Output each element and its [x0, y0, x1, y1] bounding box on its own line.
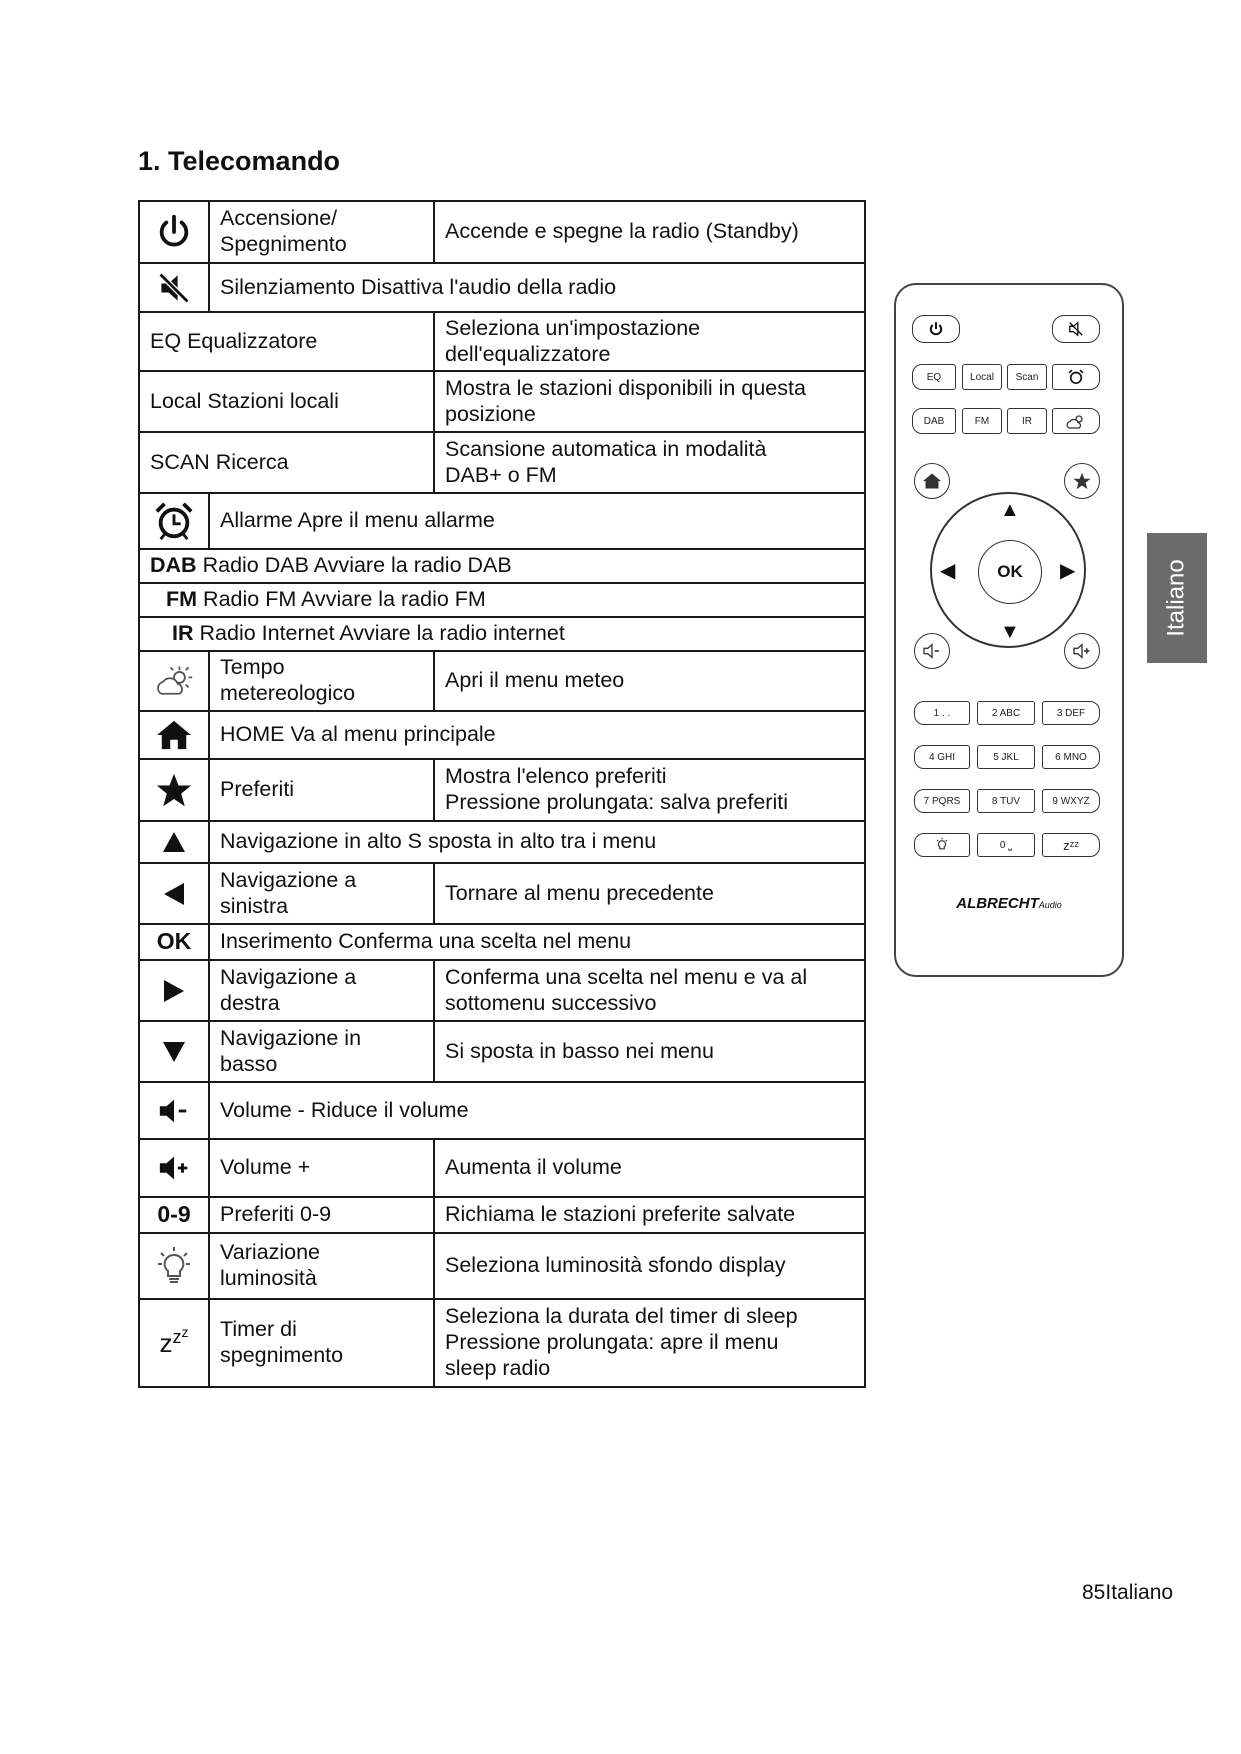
- row-text: Allarme Apre il menu allarme: [209, 493, 865, 549]
- table-row: [139, 263, 865, 312]
- weather-icon: [139, 651, 209, 711]
- brand-sub: Audio: [1038, 900, 1062, 910]
- function-cell: Accensione/ Spegnimento: [209, 201, 434, 263]
- mute-icon: [139, 263, 209, 312]
- brightness-bulb-icon: [139, 1233, 209, 1299]
- remote-key-1: 1 . .: [914, 701, 970, 725]
- remote-mute-button: [1052, 315, 1100, 343]
- function-cell: Tempo metereologico: [209, 651, 434, 711]
- language-side-tab: [1147, 533, 1207, 663]
- table-row: [139, 1139, 865, 1197]
- eq-label: EQ: [150, 328, 182, 353]
- description-cell: Mostra le stazioni disponibili in questa posizione: [434, 371, 865, 432]
- description-cell: Conferma una scelta nel menu e va al sottomenu successivo: [434, 960, 865, 1021]
- row-label: [139, 432, 434, 493]
- description-cell: Si sposta in basso nei menu: [434, 1021, 865, 1082]
- digits-label: 0-9: [139, 1197, 209, 1233]
- table-row: [139, 711, 865, 759]
- table-row: [139, 493, 865, 549]
- remote-key-6: 6 MNO: [1042, 745, 1100, 769]
- row-text: Navigazione in alto S sposta in alto tra i menu: [209, 821, 865, 863]
- function-cell: Volume +: [209, 1139, 434, 1197]
- table-row: [139, 1197, 865, 1233]
- row-text: HOME Va al menu principale: [209, 711, 865, 759]
- description-cell: Seleziona luminosità sfondo display: [434, 1233, 865, 1299]
- table-row: [139, 312, 865, 371]
- ir-label: IR: [172, 621, 194, 646]
- remote-right-arrow-icon: ▶: [1060, 560, 1076, 582]
- row-label: [139, 549, 865, 583]
- remote-power-button: [912, 315, 960, 343]
- sleep-zzz-text: $z^{zz}$: [159, 1323, 189, 1358]
- function-cell: Navigazione a sinistra: [209, 863, 434, 924]
- table-row: [139, 1082, 865, 1139]
- row-text: Inserimento Conferma una scelta nel menu: [209, 924, 865, 960]
- arrow-up-icon: [139, 821, 209, 863]
- arrow-right-icon: [139, 960, 209, 1021]
- volume-down-icon: [139, 1082, 209, 1139]
- table-row: [139, 759, 865, 821]
- function-cell: Preferiti: [209, 759, 434, 821]
- function-label: Equalizzatore: [187, 328, 318, 353]
- power-icon: [139, 201, 209, 263]
- table-row: [139, 651, 865, 711]
- row-text: Radio FM Avviare la radio FM: [203, 587, 486, 612]
- page-footer: 85Italiano: [1082, 1581, 1174, 1604]
- function-cell: Variazione luminosità: [209, 1233, 434, 1299]
- description-cell: Aumenta il volume: [434, 1139, 865, 1197]
- scan-label: SCAN: [150, 449, 210, 474]
- arrow-down-icon: [139, 1021, 209, 1082]
- description-cell: Tornare al menu precedente: [434, 863, 865, 924]
- remote-brightness-button: [914, 833, 970, 857]
- table-row: [139, 201, 865, 263]
- remote-scan-button: Scan: [1007, 364, 1047, 390]
- volume-up-icon: [139, 1139, 209, 1197]
- table-row: [139, 821, 865, 863]
- remote-key-0: 0 ⎵: [977, 833, 1035, 857]
- table-row: [139, 617, 865, 651]
- remote-key-4: 4 GHI: [914, 745, 970, 769]
- remote-weather-button: [1052, 408, 1100, 434]
- remote-home-button: [914, 463, 950, 499]
- table-row: [139, 549, 865, 583]
- remote-functions-table: [138, 200, 866, 1388]
- row-label: [139, 583, 865, 617]
- function-cell: Preferiti 0-9: [209, 1197, 434, 1233]
- row-text: Radio Internet Avviare la radio internet: [199, 621, 565, 646]
- row-label: [139, 617, 865, 651]
- row-text: Silenziamento Disattiva l'audio della radio: [209, 263, 865, 312]
- table-row: [139, 1299, 865, 1387]
- description-cell: Apri il menu meteo: [434, 651, 865, 711]
- remote-navigation-pad: [930, 492, 1086, 648]
- function-cell: Timer di spegnimento: [209, 1299, 434, 1387]
- remote-dab-button: DAB: [912, 408, 956, 434]
- remote-volume-up-button: [1064, 633, 1100, 669]
- ok-label: OK: [139, 924, 209, 960]
- row-text: Radio DAB Avviare la radio DAB: [202, 553, 512, 578]
- remote-key-7: 7 PQRS: [914, 789, 970, 813]
- function-label: Ricerca: [215, 449, 289, 474]
- row-label: [139, 371, 434, 432]
- function-cell: Navigazione a destra: [209, 960, 434, 1021]
- table-row: [139, 1233, 865, 1299]
- remote-key-9: 9 WXYZ: [1042, 789, 1100, 813]
- star-icon: [139, 759, 209, 821]
- remote-key-3: 3 DEF: [1042, 701, 1100, 725]
- home-icon: [139, 711, 209, 759]
- brand-name: ALBRECHT: [956, 895, 1039, 912]
- sleep-zzz-icon: [139, 1299, 209, 1387]
- arrow-left-icon: [139, 863, 209, 924]
- remote-ir-button: IR: [1007, 408, 1047, 434]
- remote-favorite-button: [1064, 463, 1100, 499]
- function-label: Stazioni locali: [207, 388, 339, 413]
- dab-label: DAB: [150, 553, 197, 578]
- description-cell: Accende e spegne la radio (Standby): [434, 201, 865, 263]
- table-row: [139, 583, 865, 617]
- description-cell: Mostra l'elenco preferiti Pressione prolungata: salva preferiti: [434, 759, 865, 821]
- language-side-tab-label: Italiano: [1163, 559, 1191, 637]
- row-text: Volume - Riduce il volume: [209, 1082, 865, 1139]
- remote-control-illustration: [894, 283, 1124, 977]
- page-title: 1. Telecomando: [138, 146, 341, 176]
- remote-alarm-button: [1052, 364, 1100, 390]
- table-row: [139, 1021, 865, 1082]
- remote-eq-button: EQ: [912, 364, 956, 390]
- fm-label: FM: [166, 587, 198, 612]
- local-label: Local: [150, 388, 202, 413]
- remote-down-arrow-icon: ▼: [1000, 621, 1020, 643]
- table-row: [139, 432, 865, 493]
- remote-sleep-button: zᶻᶻ: [1042, 833, 1100, 857]
- remote-key-5: 5 JKL: [977, 745, 1035, 769]
- table-row: [139, 863, 865, 924]
- remote-left-arrow-icon: ◀: [940, 560, 956, 582]
- remote-brand-logo: [896, 895, 1122, 912]
- table-row: [139, 960, 865, 1021]
- table-row: [139, 371, 865, 432]
- remote-fm-button: FM: [962, 408, 1002, 434]
- table-row: [139, 924, 865, 960]
- description-cell: Seleziona la durata del timer di sleep Pressione prolungata: apre il menu sleep radio: [434, 1299, 865, 1387]
- remote-volume-down-button: [914, 633, 950, 669]
- description-cell: Richiama le stazioni preferite salvate: [434, 1197, 865, 1233]
- alarm-clock-icon: [139, 493, 209, 549]
- row-label: [139, 312, 434, 371]
- remote-key-2: 2 ABC: [977, 701, 1035, 725]
- description-cell: Seleziona un'impostazione dell'equalizzatore: [434, 312, 865, 371]
- remote-key-8: 8 TUV: [977, 789, 1035, 813]
- remote-ok-button: OK: [978, 540, 1042, 604]
- remote-up-arrow-icon: ▲: [1000, 499, 1020, 521]
- function-cell: Navigazione in basso: [209, 1021, 434, 1082]
- description-cell: Scansione automatica in modalità DAB+ o FM: [434, 432, 865, 493]
- remote-local-button: Local: [962, 364, 1002, 390]
